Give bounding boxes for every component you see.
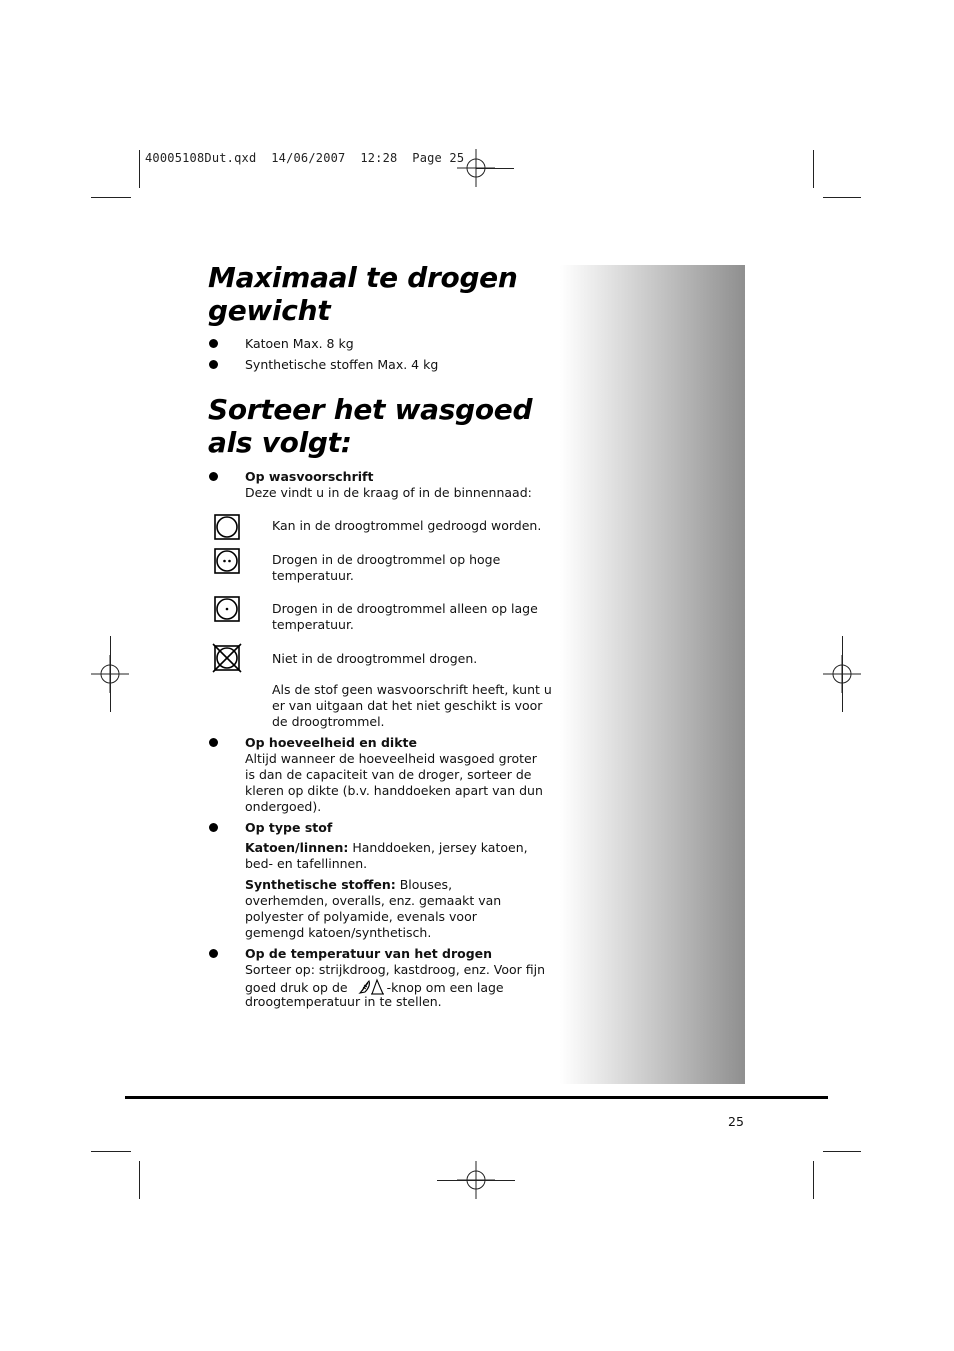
fabric-synthetic-text: Blouses, overhemden, overalls, enz. gemaakt van polyester of polyamide, evenals voor gemengd katoen/synthetisch. — [245, 877, 502, 940]
bullet — [209, 823, 218, 832]
subheading-fabric: Op type stof — [245, 820, 333, 835]
bullet — [209, 738, 218, 747]
no-tumble-dry-icon — [212, 643, 242, 673]
quantity-text: Altijd wanneer de hoeveelheid wasgoed groter is dan de capaciteit van de droger, sorteer de kleren op dikte (b.v. handdoeken apart van dun ondergoed). — [245, 751, 543, 814]
care-label-note: Als de stof geen wasvoorschrift heeft, kunt u er van uitgaan dat het niet geschikt is voor de droogtrommel. — [272, 682, 552, 729]
care-label-intro: Deze vindt u in de kraag of in de binnennaad: — [245, 485, 532, 500]
tumble-dry-icon — [214, 514, 240, 540]
temperature-line: droogtemperatuur in te stellen. — [245, 994, 442, 1009]
crop-mark — [823, 197, 861, 198]
footer-rule — [125, 1096, 828, 1099]
page-number: 25 — [728, 1114, 744, 1129]
section-title-sorting: Sorteer het wasgoed als volgt: — [208, 393, 533, 459]
bullet — [209, 339, 218, 348]
bullet — [209, 949, 218, 958]
fabric-cotton-text: Handdoeken, jersey katoen, bed- en tafellinnen. — [245, 840, 528, 871]
crop-mark — [91, 1151, 131, 1152]
care-symbol-text: Drogen in de droogtrommel alleen op lage temperatuur. — [272, 601, 538, 632]
crop-mark — [139, 150, 140, 188]
crop-mark — [813, 1161, 814, 1199]
crop-mark — [437, 1180, 515, 1181]
care-symbol-text: Kan in de droogtrommel gedroogd worden. — [272, 518, 542, 533]
subheading-temperature: Op de temperatuur van het drogen — [245, 946, 493, 961]
temperature-text-before: goed druk op de — [245, 980, 348, 995]
subheading-care-label: Op wasvoorschrift — [245, 469, 374, 484]
temperature-text-after: -knop om een lage — [386, 980, 504, 995]
crop-mark — [91, 197, 131, 198]
fabric-cotton-label: Katoen/linnen: — [245, 840, 349, 855]
list-item: Katoen Max. 8 kg — [245, 336, 354, 351]
bullet — [209, 472, 218, 481]
tumble-dry-high-icon — [214, 548, 240, 574]
print-slug: 40005108Dut.qxd 14/06/2007 12:28 Page 25 — [145, 151, 465, 165]
section-title-max-weight: Maximaal te drogen gewicht — [208, 261, 518, 327]
care-symbol-text: Niet in de droogtrommel drogen. — [272, 651, 478, 666]
care-symbol-text: Drogen in de droogtrommel op hoge temperatuur. — [272, 552, 501, 583]
tumble-dry-low-icon — [214, 596, 240, 622]
subheading-quantity: Op hoeveelheid en dikte — [245, 735, 417, 750]
fabric-synthetic — [245, 877, 520, 941]
crop-mark — [842, 636, 843, 712]
list-item: Synthetische stoffen Max. 4 kg — [245, 357, 439, 372]
temperature-line: Sorteer op: strijkdroog, kastdroog, enz. Voor fijn — [245, 962, 546, 977]
fabric-synthetic-label: Synthetische stoffen: — [245, 877, 396, 892]
fabric-cotton — [245, 840, 545, 872]
bullet — [209, 360, 218, 369]
crop-mark — [139, 1161, 140, 1199]
crop-mark — [476, 168, 514, 169]
crop-mark — [823, 1151, 861, 1152]
crop-mark — [813, 150, 814, 188]
side-gradient-panel — [560, 265, 745, 1084]
crop-mark — [110, 636, 111, 712]
